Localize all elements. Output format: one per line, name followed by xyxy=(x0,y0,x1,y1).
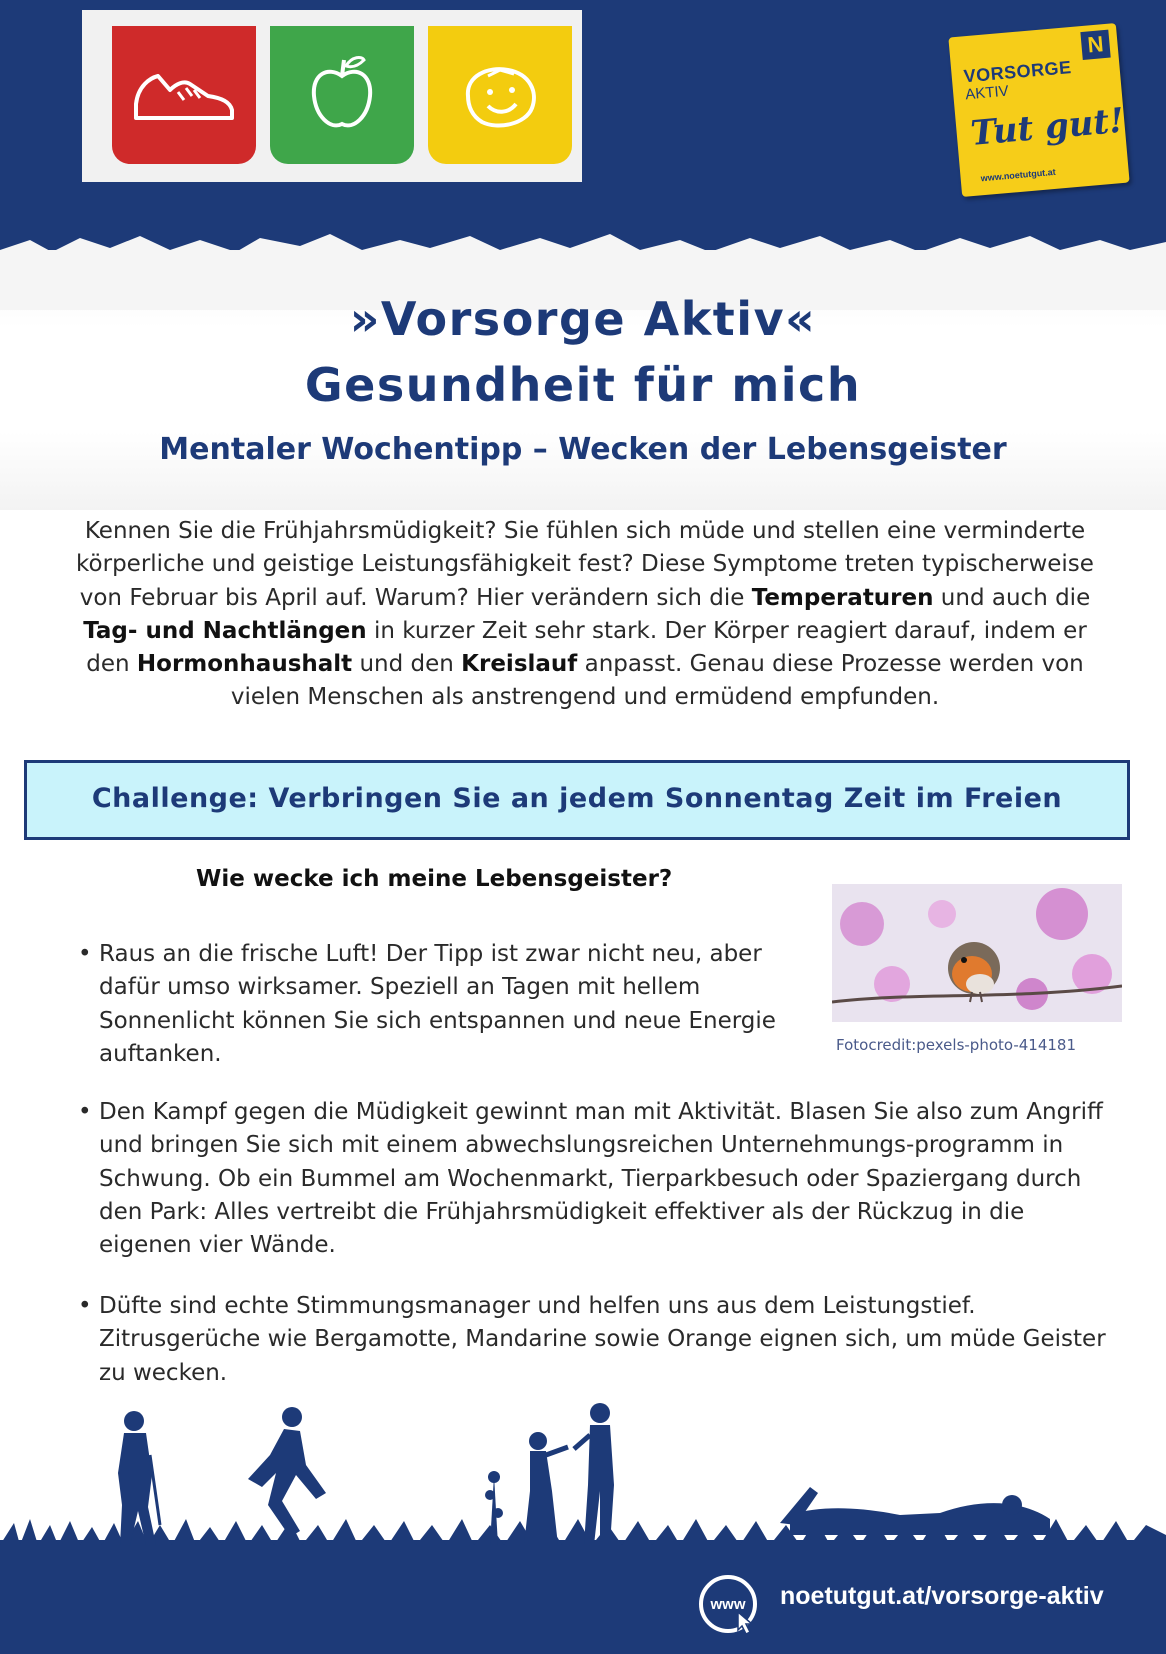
intro-paragraph xyxy=(70,515,1100,715)
photo-credit: Fotocredit:pexels-photo-414181 xyxy=(836,1036,1077,1054)
www-label: www xyxy=(710,1596,746,1613)
vorsorge-aktiv-logo xyxy=(948,23,1129,197)
intro-bold-term: Tag- und Nachtlängen xyxy=(83,617,367,644)
category-tiles xyxy=(82,10,582,182)
robin-photo xyxy=(832,884,1122,1022)
logo-url: www.noetutgut.at xyxy=(980,166,1057,184)
list-item xyxy=(78,938,823,1071)
tile-mental xyxy=(428,26,572,164)
intro-bold-term: Hormonhaushalt xyxy=(136,651,353,678)
challenge-text: Challenge: Verbringen Sie an jedem Sonnentag Zeit im Freien xyxy=(91,783,1063,814)
www-globe-icon xyxy=(696,1572,760,1636)
intro-text: und auch die xyxy=(933,584,1091,611)
intro-bold-term: Kreislauf xyxy=(461,651,578,678)
page-title-line-2: Gesundheit für mich xyxy=(304,358,862,412)
intro-text: anpasst. Genau diese Prozesse werden von vielen Menschen als anstrengend und ermüdend empfunden. xyxy=(230,651,1084,711)
apple-icon xyxy=(270,26,414,164)
footer-url-link[interactable]: noetutgut.at/vorsorge-aktiv xyxy=(780,1582,1104,1610)
list-item-text: Den Kampf gegen die Müdigkeit gewinnt man mit Aktivität. Blasen Sie also zum Angriff und bringen Sie sich mit einem abwechslungsreichen Unternehmungs-programm in Schwung. Ob ein Bummel am Wochenmarkt, Tierparkbesuch oder Spaziergang durch den Park: Alles vertreibt die Frühjahrsmüdigkeit effektiver als der Rückzug in die eigenen vier Wände. xyxy=(99,1099,1103,1259)
logo-brand: VORSORGE xyxy=(962,57,1073,87)
people-silhouettes-illustration xyxy=(0,1395,1166,1565)
bullet-dot: • xyxy=(78,1099,92,1125)
list-item xyxy=(78,1096,1118,1262)
bullet-dot: • xyxy=(78,941,92,967)
intro-text: und den xyxy=(352,651,462,678)
section-question: Wie wecke ich meine Lebensgeister? xyxy=(196,866,673,892)
noe-badge: N xyxy=(1080,30,1110,60)
bullet-dot: • xyxy=(78,1293,92,1319)
challenge-box xyxy=(24,760,1130,840)
page-title-line-1: »Vorsorge Aktiv« xyxy=(349,292,817,346)
list-item-text: Raus an die frische Luft! Der Tipp ist zwar nicht neu, aber dafür umso wirksamer. Speziell an Tagen mit hellem Sonnenlicht können Sie sich entspannen und neue Energie auftanken. xyxy=(99,941,776,1067)
logo-sub: AKTIV xyxy=(964,82,1010,104)
list-item xyxy=(78,1290,1118,1390)
tile-nutrition xyxy=(270,26,414,164)
tile-movement xyxy=(112,26,256,164)
intro-text: in kurzer Zeit sehr stark. Der Körper reagiert darauf, indem er den xyxy=(86,617,1087,678)
intro-text: Kennen Sie die Frühjahrsmüdigkeit? Sie fühlen sich müde und stellen eine verminderte körperliche und geistige Leistungsfähigkeit fest? Diese Symptome treten typischerweise von Februar bis April auf. Warum? Hier verändern sich die xyxy=(76,518,1094,611)
page-subtitle: Mentaler Wochentipp – Wecken der Lebensgeister xyxy=(159,432,1007,467)
list-item-text: Düfte sind echte Stimmungsmanager und helfen uns aus dem Leistungstief. Zitrusgerüche wie Bergamotte, Mandarine sowie Orange eignen sich, um müde Geister zu wecken. xyxy=(99,1293,1106,1386)
intro-bold-term: Temperaturen xyxy=(751,584,934,611)
smiley-icon xyxy=(428,26,572,164)
sneaker-icon xyxy=(112,26,256,164)
logo-slogan: Tut gut! xyxy=(969,100,1126,154)
